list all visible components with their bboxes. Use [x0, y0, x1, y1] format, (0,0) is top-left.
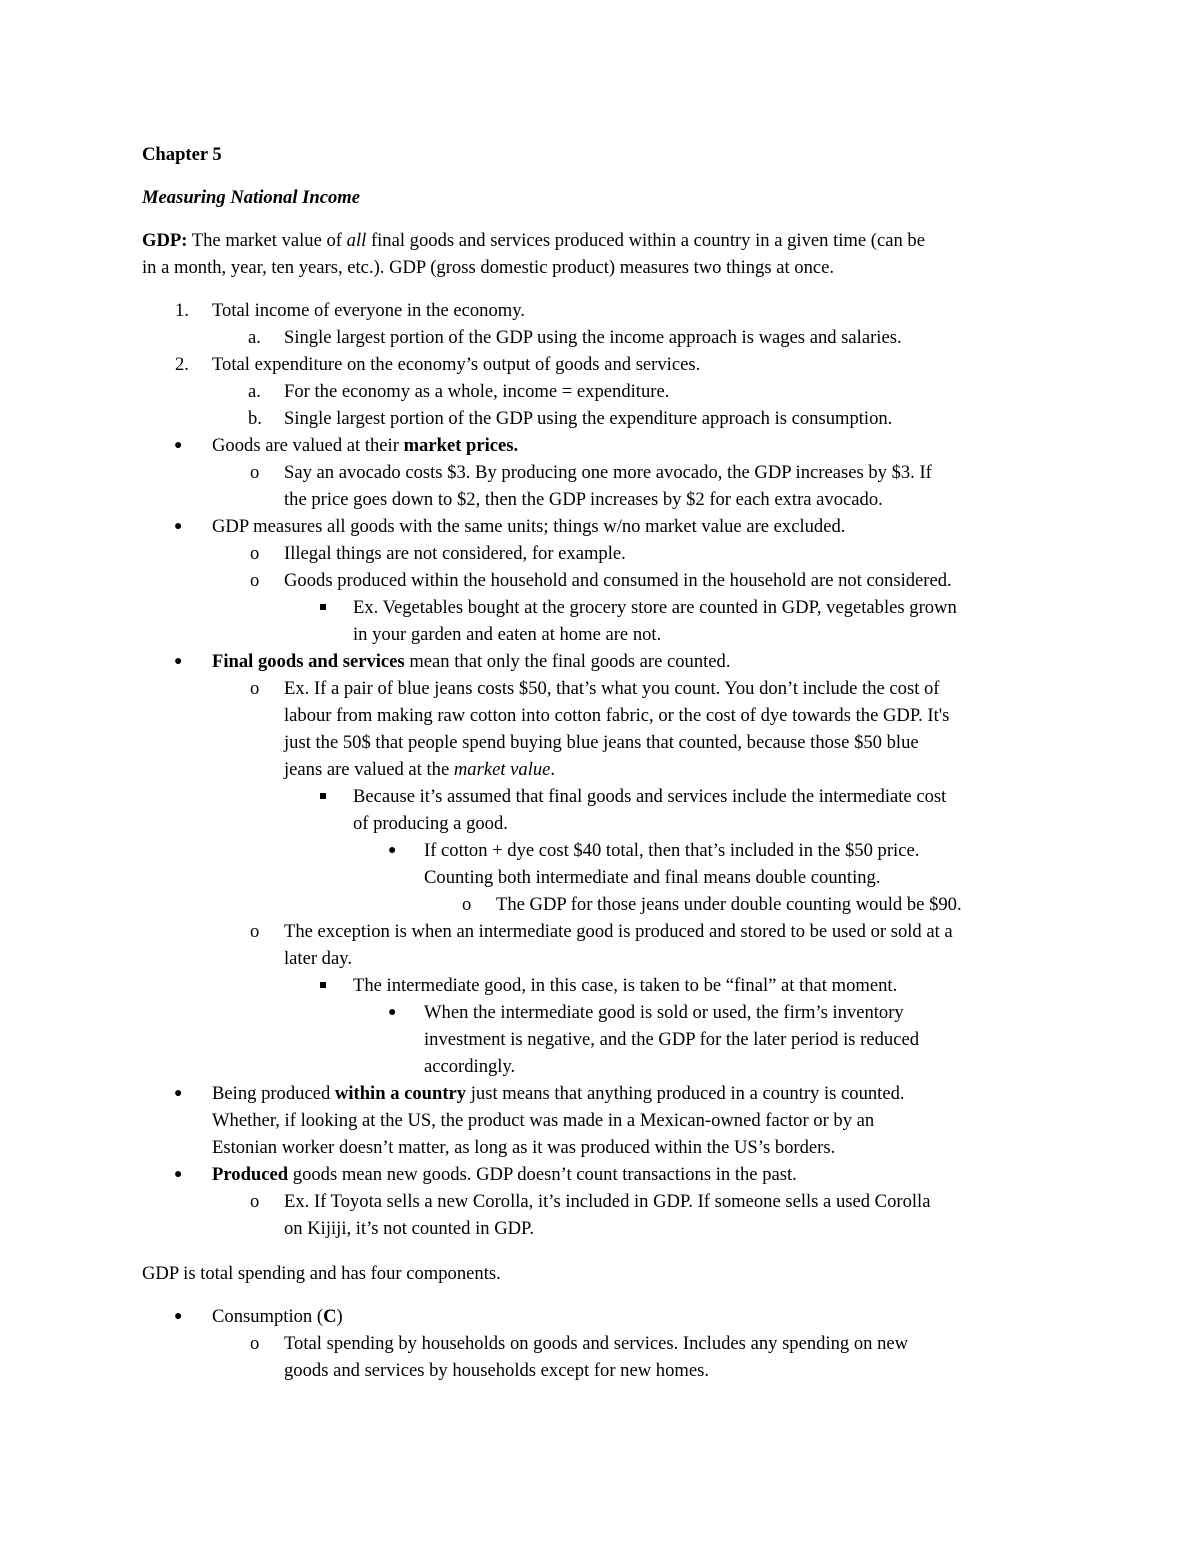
list-marker: o: [250, 462, 260, 483]
list-item-continuation: just the 50$ that people spend buying blue jeans that counted, because those $50 blue: [284, 732, 919, 753]
section-title: Measuring National Income: [142, 187, 360, 208]
gdp-def-emphasis: all: [346, 230, 367, 251]
list-item: Total spending by households on goods and services. Includes any spending on new: [284, 1333, 909, 1354]
list-item: Say an avocado costs $3. By producing one more avocado, the GDP increases by $3. If: [284, 462, 932, 483]
list-marker: o: [462, 894, 472, 915]
list-marker: o: [250, 921, 260, 942]
chapter-heading: Chapter 5: [142, 144, 222, 165]
list-item-continuation: Whether, if looking at the US, the product was made in a Mexican-owned factor or by an: [212, 1110, 875, 1131]
item-emphasis: Produced: [212, 1164, 289, 1185]
list-item-continuation: in your garden and eaten at home are not.: [353, 624, 662, 645]
list-item: [212, 1161, 797, 1188]
paragraph: GDP is total spending and has four components.: [142, 1263, 501, 1284]
list-item: If cotton + dye cost $40 total, then that’s included in the $50 price.: [424, 840, 920, 861]
list-item: GDP measures all goods with the same units; things w/no market value are excluded.: [212, 516, 846, 537]
gdp-def-text-2: final goods and services produced within a country in a given time (can be: [370, 230, 925, 251]
item-emphasis: C: [323, 1306, 337, 1327]
list-item: Total income of everyone in the economy.: [212, 300, 525, 321]
bullet-icon: ●: [174, 519, 183, 534]
list-item: Goods produced within the household and consumed in the household are not considered.: [284, 570, 952, 591]
list-item: Ex. Vegetables bought at the grocery store are counted in GDP, vegetables grown: [353, 597, 957, 618]
list-item: [212, 432, 518, 459]
item-text: goods mean new goods. GDP doesn’t count transactions in the past.: [292, 1164, 797, 1185]
list-item: The GDP for those jeans under double counting would be $90.: [496, 894, 962, 915]
list-item: Ex. If a pair of blue jeans costs $50, that’s what you count. You don’t include the cost of: [284, 678, 940, 699]
list-item: [212, 648, 731, 675]
bullet-icon: ●: [174, 1167, 183, 1182]
list-item: For the economy as a whole, income = expenditure.: [284, 381, 670, 402]
square-bullet-icon: [320, 793, 326, 799]
gdp-definition-line1: [142, 227, 925, 254]
list-item-continuation: accordingly.: [424, 1056, 516, 1077]
list-marker: o: [250, 678, 260, 699]
list-item: Single largest portion of the GDP using the income approach is wages and salaries.: [284, 327, 902, 348]
item-emphasis: market prices.: [403, 435, 519, 456]
list-item: Because it’s assumed that final goods and services include the intermediate cost: [353, 786, 947, 807]
list-marker: b.: [248, 408, 262, 429]
list-marker: o: [250, 543, 260, 564]
list-item: When the intermediate good is sold or used, the firm’s inventory: [424, 1002, 904, 1023]
item-text: Goods are valued at their: [212, 435, 399, 456]
bullet-icon: ●: [174, 654, 183, 669]
bullet-icon: ●: [174, 1086, 183, 1101]
list-marker: a.: [248, 327, 261, 348]
bullet-icon: ●: [174, 1309, 183, 1324]
list-item: The intermediate good, in this case, is taken to be “final” at that moment.: [353, 975, 898, 996]
bullet-icon: ●: [388, 843, 397, 858]
square-bullet-icon: [320, 982, 326, 988]
item-text: Consumption (: [212, 1306, 324, 1327]
list-item-continuation: Counting both intermediate and final means double counting.: [424, 867, 881, 888]
item-text: jeans are valued at the: [284, 759, 450, 780]
item-emphasis: within a country: [334, 1083, 467, 1104]
item-emphasis: market value: [453, 759, 551, 780]
list-marker: 1.: [175, 300, 189, 321]
list-marker: o: [250, 1333, 260, 1354]
list-item-continuation: later day.: [284, 948, 352, 969]
list-item: [212, 1080, 905, 1107]
item-text: .: [550, 759, 556, 780]
list-item-continuation: on Kijiji, it’s not counted in GDP.: [284, 1218, 534, 1239]
list-item-continuation: investment is negative, and the GDP for the later period is reduced: [424, 1029, 919, 1050]
item-text: just means that anything produced in a country is counted.: [470, 1083, 905, 1104]
list-item: Total expenditure on the economy’s output of goods and services.: [212, 354, 701, 375]
list-item-continuation: labour from making raw cotton into cotton fabric, or the cost of dye towards the GDP. It's: [284, 705, 950, 726]
gdp-label: GDP:: [142, 230, 188, 251]
gdp-def-text: The market value of: [191, 230, 342, 251]
item-text: Being produced: [212, 1083, 331, 1104]
list-marker: a.: [248, 381, 261, 402]
list-item: Illegal things are not considered, for example.: [284, 543, 626, 564]
square-bullet-icon: [320, 604, 326, 610]
list-item: Ex. If Toyota sells a new Corolla, it’s included in GDP. If someone sells a used Corolla: [284, 1191, 931, 1212]
list-item-continuation: [284, 756, 555, 783]
list-item-continuation: Estonian worker doesn’t matter, as long as it was produced within the US’s borders.: [212, 1137, 836, 1158]
list-marker: o: [250, 1191, 260, 1212]
list-item-continuation: the price goes down to $2, then the GDP increases by $2 for each extra avocado.: [284, 489, 883, 510]
list-marker: o: [250, 570, 260, 591]
item-text: ): [336, 1306, 343, 1327]
bullet-icon: ●: [174, 438, 183, 453]
bullet-icon: ●: [388, 1005, 397, 1020]
list-marker: 2.: [175, 354, 189, 375]
list-item: [212, 1303, 343, 1330]
list-item-continuation: goods and services by households except for new homes.: [284, 1360, 709, 1381]
list-item-continuation: of producing a good.: [353, 813, 508, 834]
list-item: The exception is when an intermediate good is produced and stored to be used or sold at a: [284, 921, 953, 942]
gdp-definition-line2: in a month, year, ten years, etc.). GDP (gross domestic product) measures two things at once.: [142, 257, 835, 278]
item-text: mean that only the final goods are counted.: [409, 651, 731, 672]
item-emphasis: Final goods and services: [212, 651, 405, 672]
list-item: Single largest portion of the GDP using the expenditure approach is consumption.: [284, 408, 893, 429]
